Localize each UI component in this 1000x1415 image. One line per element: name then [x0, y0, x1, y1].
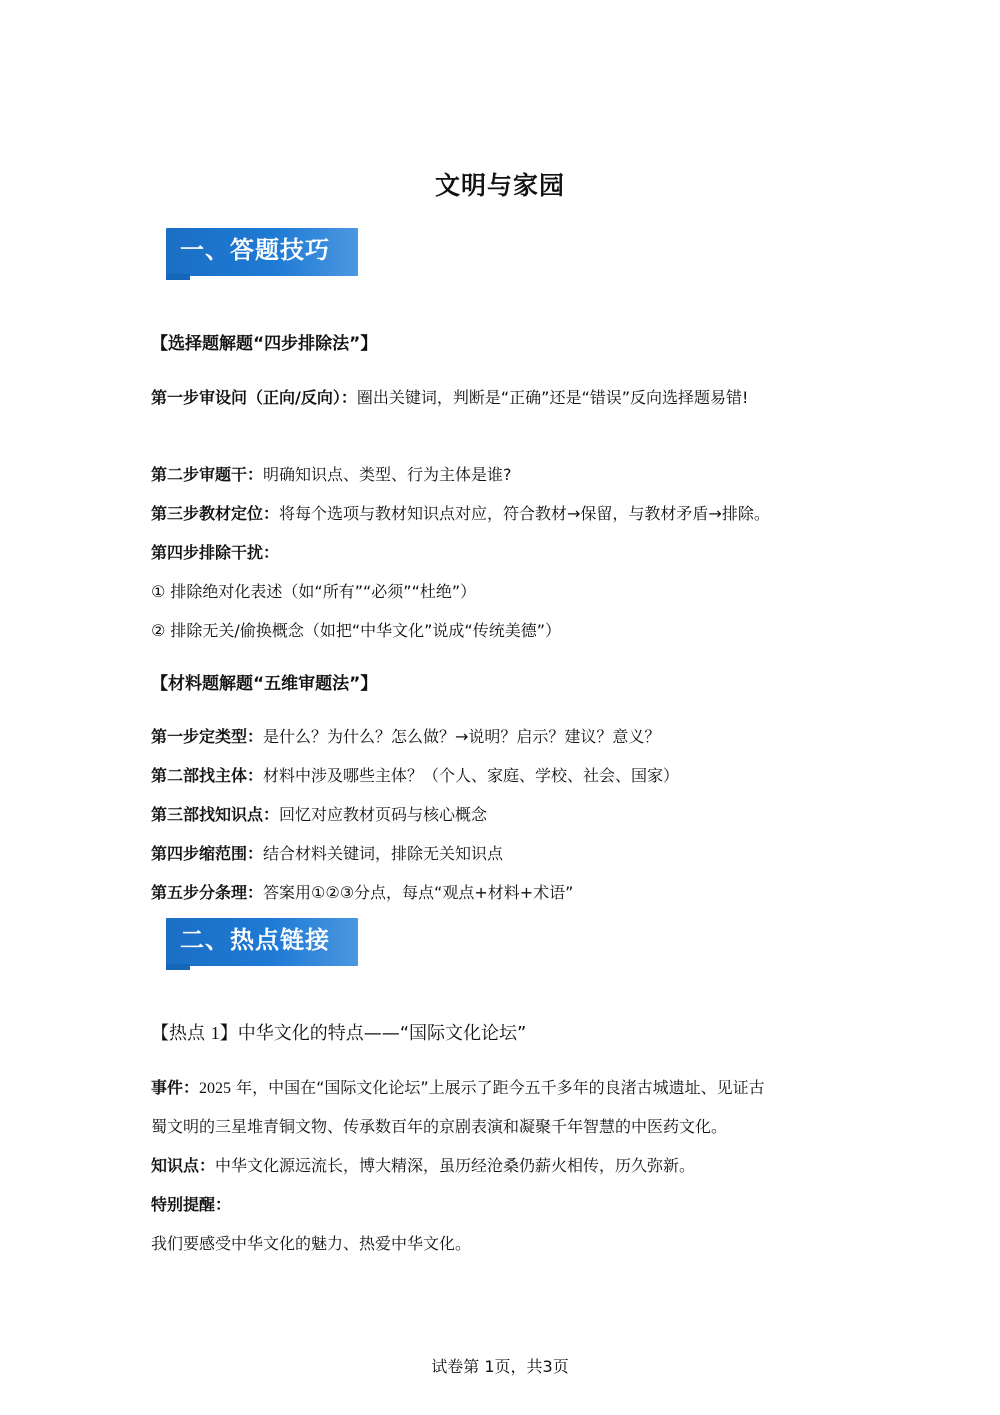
choice-item-2: ② 排除无关/偷换概念（如把“中华文化”说成“传统美德”）	[151, 621, 561, 640]
banner-label: 一、答题技巧	[180, 235, 330, 264]
choice-heading: 【选择题解题“四步排除法”】	[151, 334, 378, 354]
banner-label: 二、热点链接	[180, 925, 330, 954]
hotspot-title	[151, 1020, 526, 1047]
step-label: 第一步审设问（正向/反向）：	[151, 388, 357, 407]
hotspot-reminder-label: 特别提醒：	[151, 1195, 232, 1214]
material-step-2	[151, 764, 679, 788]
choice-step-1	[151, 386, 748, 410]
step-label: 第二步审题干：	[151, 465, 264, 484]
page-title: 文明与家园	[434, 171, 565, 200]
knowledge-text: 中华文化源远流长，博大精深，虽历经沧桑仍薪火相传，历久弥新。	[215, 1156, 696, 1175]
step-text: 圈出关键词，判断是“正确”还是“错误”反向选择题易错!	[356, 388, 749, 407]
event-year: 2025	[199, 1080, 232, 1097]
hotspot-title-prefix: 【热点	[151, 1023, 211, 1044]
material-step-4	[151, 842, 503, 866]
step-text: 明确知识点、类型、行为主体是谁?	[263, 465, 512, 484]
step-text: 将每个选项与教材知识点对应，符合教材→保留，与教材矛盾→排除。	[279, 504, 770, 523]
hotspot-reminder-text: 我们要感受中华文化的魅力、热爱中华文化。	[151, 1234, 472, 1253]
step-text: 回忆对应教材页码与核心概念	[279, 805, 488, 824]
event-text: 年，中国在“国际文化论坛”上展示了距今五千多年的良渚古城遗址、见证古	[231, 1078, 765, 1097]
hotspot-number: 1	[210, 1023, 220, 1043]
step-text: 结合材料关键词，排除无关知识点	[263, 844, 504, 863]
knowledge-label: 知识点：	[151, 1156, 216, 1175]
step-label: 第一步定类型：	[151, 727, 264, 746]
banner-tab	[166, 274, 190, 280]
material-step-3	[151, 803, 487, 827]
material-heading: 【材料题解题“五维审题法”】	[151, 674, 378, 694]
material-step-1	[151, 725, 660, 749]
banner-tab	[166, 964, 190, 970]
section-banner-hotspots	[166, 918, 358, 970]
step-label: 第四步缩范围：	[151, 844, 264, 863]
step-label: 第三步教材定位：	[151, 504, 280, 523]
step-text: 是什么？为什么？怎么做？→说明？启示？建议？意义？	[263, 727, 661, 746]
hotspot-event-line-2: 蜀文明的三星堆青铜文物、传承数百年的京剧表演和凝聚千年智慧的中医药文化。	[151, 1117, 728, 1136]
step-label: 第五步分条理：	[151, 883, 264, 902]
step-label: 第三部找知识点：	[151, 805, 280, 824]
hotspot-knowledge	[151, 1154, 695, 1178]
hotspot-event-line-1	[151, 1076, 765, 1101]
choice-step-4	[151, 541, 279, 565]
step-text: 答案用①②③分点，每点“观点+材料+术语”	[263, 883, 574, 902]
section-banner-tips	[166, 228, 358, 280]
step-label: 第二部找主体：	[151, 766, 264, 785]
hotspot-title-text: 】中华文化的特点——“国际文化论坛”	[219, 1023, 527, 1044]
event-label: 事件：	[151, 1078, 200, 1097]
choice-step-3	[151, 502, 770, 526]
step-text: 材料中涉及哪些主体？（个人、家庭、学校、社会、国家）	[263, 766, 680, 785]
page-footer: 试卷第 1页，共3页	[431, 1357, 569, 1376]
choice-step-2	[151, 463, 512, 487]
step-label: 第四步排除干扰：	[151, 543, 280, 562]
choice-item-1: ① 排除绝对化表述（如“所有”“必须”“杜绝”）	[151, 582, 477, 601]
material-step-5	[151, 881, 573, 905]
